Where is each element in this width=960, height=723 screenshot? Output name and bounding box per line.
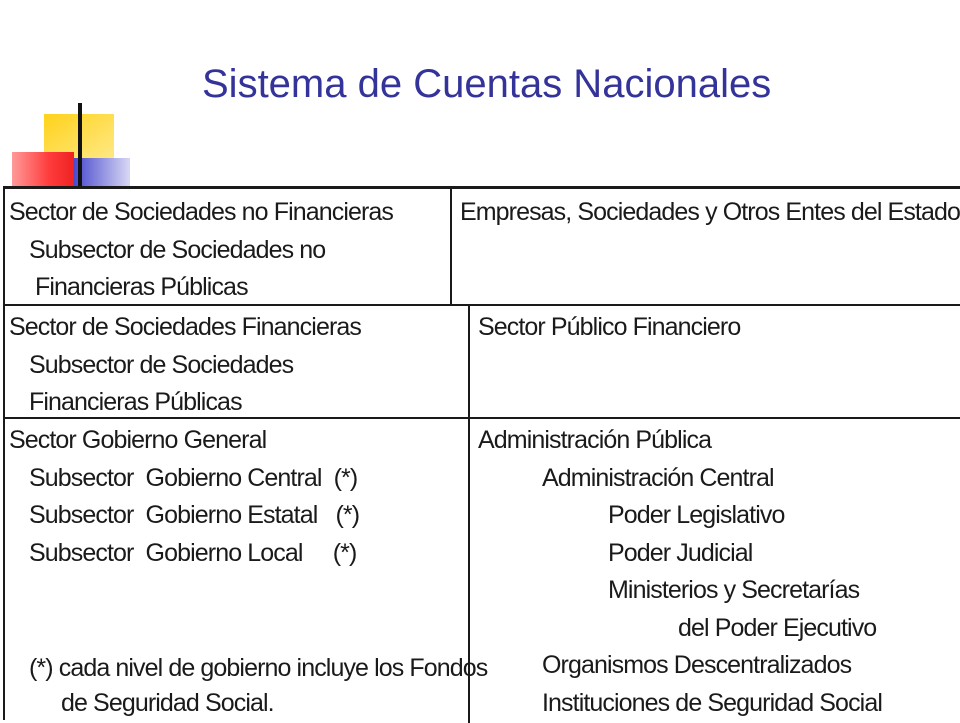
sector-label: Sector Gobierno General xyxy=(9,426,267,454)
subsector-label-continued: Financieras Públicas xyxy=(35,273,248,301)
subsector-estatal-label: Subsector Gobierno Estatal (*) xyxy=(29,501,360,529)
entity-sublabel-continued: del Poder Ejecutivo xyxy=(678,613,877,642)
entity-label: Administración Pública xyxy=(478,426,712,454)
footnote-line: (*) cada nivel de gobierno incluye los Fondos xyxy=(29,654,488,682)
entity-sublabel: Instituciones de Seguridad Social xyxy=(542,688,882,717)
table-cell-left xyxy=(5,417,488,723)
subsector-central-label: Subsector Gobierno Central (*) xyxy=(29,463,358,492)
table-row xyxy=(5,417,960,723)
sector-label: Sector de Sociedades Financieras xyxy=(9,313,361,341)
entity-label: Empresas, Sociedades y Otros Entes del Estado xyxy=(459,198,960,226)
table-row xyxy=(5,189,960,306)
sector-label: Sector de Sociedades no Financieras xyxy=(9,198,394,226)
subsector-label-continued: Financieras Públicas xyxy=(29,388,242,416)
entity-label: Sector Público Financiero xyxy=(478,313,741,341)
footnote-line-continued: de Seguridad Social. xyxy=(61,689,274,717)
entity-sublabel: Poder Judicial xyxy=(608,538,753,567)
subsector-label: Subsector de Sociedades xyxy=(29,350,294,379)
table-cell-left xyxy=(5,304,470,417)
table-cell-right xyxy=(452,189,960,304)
table-row xyxy=(5,304,960,419)
page-title: Sistema de Cuentas Nacionales xyxy=(202,62,772,106)
logo-squares xyxy=(0,0,140,190)
entity-sublabel: Ministerios y Secretarías xyxy=(608,576,860,604)
entity-sublabel: Administración Central xyxy=(542,463,774,492)
equivalence-table xyxy=(3,186,960,720)
entity-sublabel: Poder Legislativo xyxy=(608,501,785,529)
table-cell-right xyxy=(470,304,960,417)
subsector-label: Subsector de Sociedades no xyxy=(29,235,326,264)
table-cell-right xyxy=(470,417,960,723)
subsector-local-label: Subsector Gobierno Local (*) xyxy=(29,538,357,567)
footnote xyxy=(29,651,487,721)
table-cell-left xyxy=(5,189,452,304)
entity-sublabel: Organismos Descentralizados xyxy=(542,651,852,679)
